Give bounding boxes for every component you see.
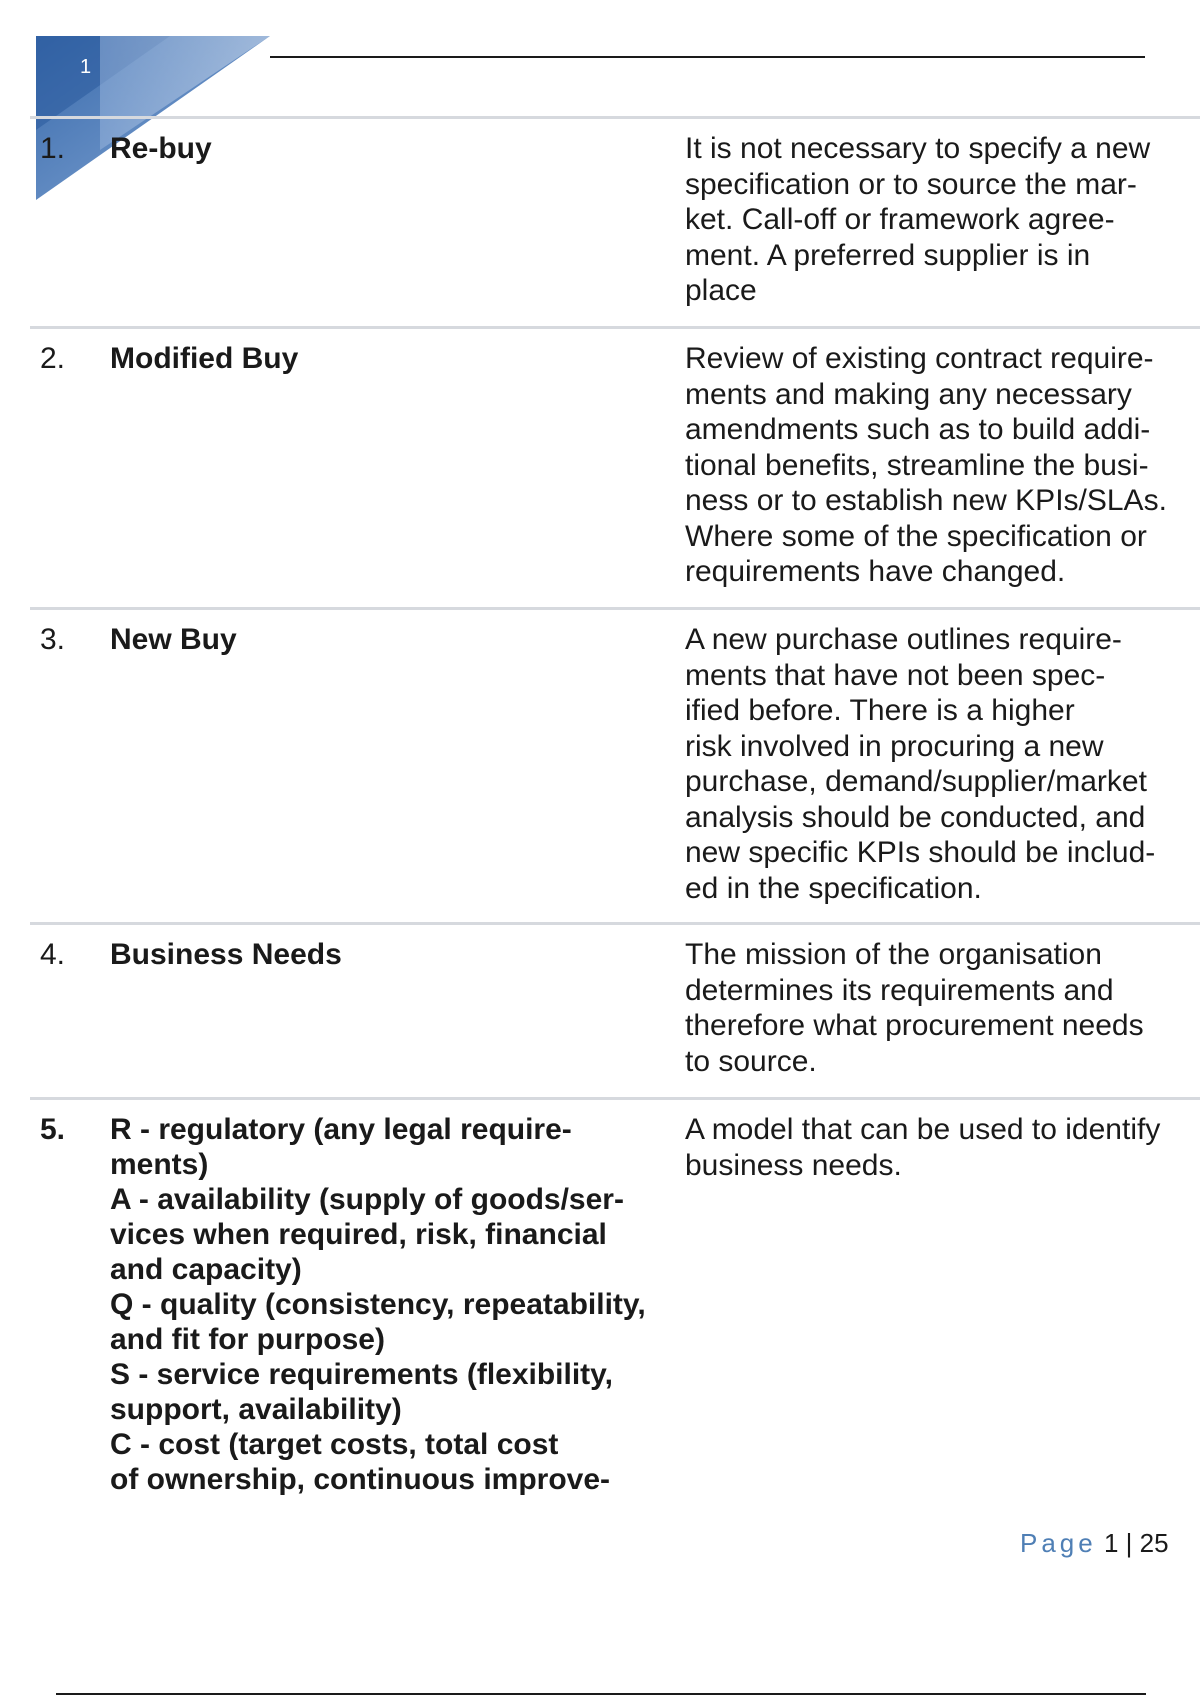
desc-line: A model that can be used to identify [685,1113,1161,1146]
term-line: and fit for purpose) [110,1323,385,1356]
desc-line: Review of existing contract require- [685,342,1154,375]
desc-line: Where some of the specification or [685,519,1147,553]
page-current: 1 [1103,1528,1119,1558]
desc-line: ments that have not been spec- [685,658,1106,692]
term-line: Business Needs [110,938,342,971]
desc-line: risk involved in procuring a new [685,729,1104,763]
row-term [110,937,685,972]
term-line: R - regulatory (any legal require- [110,1113,572,1146]
desc-line: ket. Call-off or framework agree- [685,203,1115,236]
header-rule [270,56,1145,58]
term-line: vices when required, risk, financial [110,1218,607,1251]
term-line: of ownership, continuous improve- [110,1463,611,1496]
page-number [1020,1528,1169,1559]
desc-line: ified before. There is a higher [685,694,1075,727]
desc-line: place [685,274,757,307]
desc-line: ment. A preferred supplier is in [685,238,1091,272]
row-number: 2. [40,342,66,375]
term-line: S - service requirements (flexibility, [110,1358,613,1391]
desc-line: specification or to source the mar- [685,167,1137,201]
row-number: 3. [40,623,66,656]
page-label: Page [1020,1528,1097,1558]
desc-line: ments and making any necessary [685,377,1132,411]
desc-line: The mission of the organisation [685,938,1102,971]
row-description [685,131,1200,309]
desc-line: amendments such as to build addi- [685,413,1151,446]
row-description [685,937,1200,1079]
row-description [685,341,1200,590]
term-line: and capacity) [110,1253,302,1286]
page-separator: | [1125,1528,1133,1558]
table-row [30,1097,1200,1517]
table-row [30,607,1200,922]
row-description [685,622,1200,906]
table-row [30,922,1200,1097]
term-line: support, availability) [110,1393,402,1426]
desc-line: ed in the specification. [685,871,982,905]
row-term [110,622,685,657]
row-term [110,341,685,376]
row-number: 4. [40,938,66,971]
desc-line: to source. [685,1044,817,1078]
table-row [30,116,1200,326]
table-row [30,326,1200,607]
desc-line: purchase, demand/supplier/market [685,765,1147,798]
desc-line: tional benefits, streamline the busi- [685,448,1149,482]
desc-line: business needs. [685,1148,902,1182]
term-line: C - cost (target costs, total cost [110,1428,559,1461]
term-line: A - availability (supply of goods/ser- [110,1183,624,1216]
desc-line: determines its requirements and [685,973,1114,1007]
term-line: ments) [110,1148,209,1181]
row-term [110,131,685,166]
header-page-index: 1 [80,56,92,78]
desc-line: therefore what procurement needs [685,1009,1144,1042]
desc-line: ness or to establish new KPIs/SLAs. [685,484,1167,517]
footer-rule [56,1693,1146,1695]
term-line: Re-buy [110,132,212,165]
term-line: Modified Buy [110,342,299,375]
definitions-table [30,116,1200,1517]
page-total: 25 [1139,1528,1169,1558]
term-line: New Buy [110,623,237,656]
row-number: 1. [40,132,66,165]
row-term [110,1112,685,1497]
desc-line: It is not necessary to specify a new [685,132,1151,165]
term-line: Q - quality (consistency, repeatability, [110,1288,646,1321]
row-description [685,1112,1200,1183]
desc-line: A new purchase outlines require- [685,623,1122,656]
desc-line: new specific KPIs should be includ- [685,836,1156,869]
desc-line: requirements have changed. [685,555,1066,588]
row-number: 5. [40,1113,66,1146]
desc-line: analysis should be conducted, and [685,800,1146,834]
